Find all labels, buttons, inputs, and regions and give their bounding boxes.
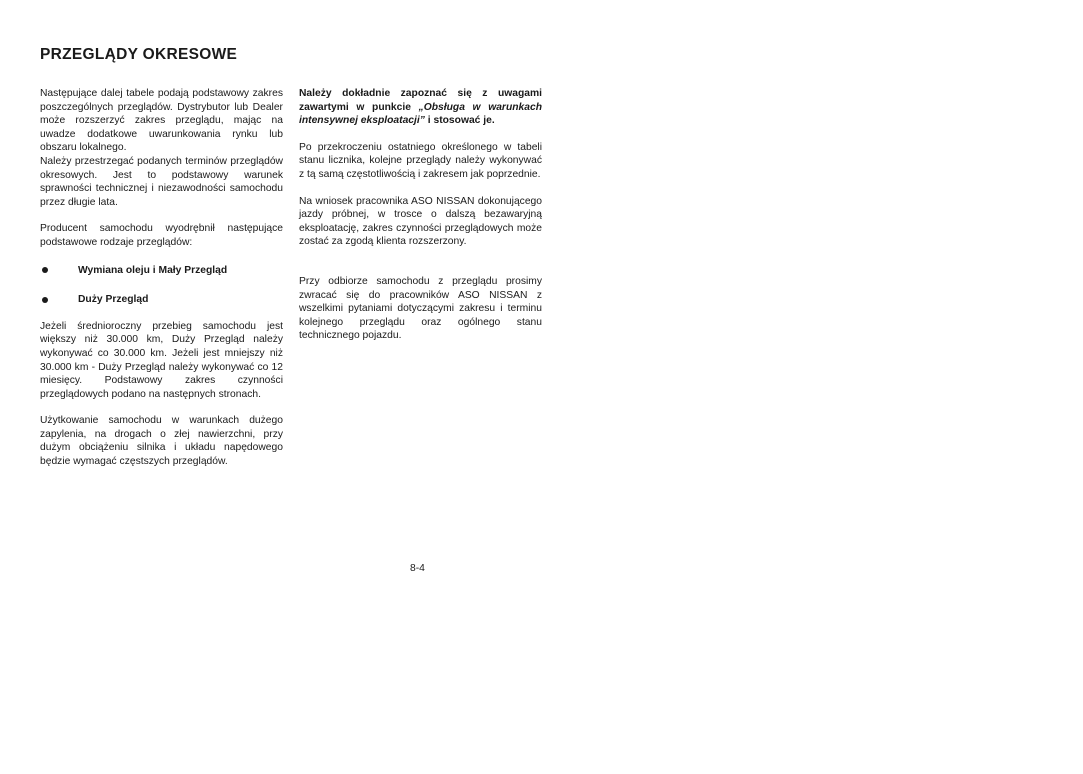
note-text-end: i stosować je. [424, 115, 495, 127]
bullet-icon [42, 297, 48, 303]
odometer-paragraph: Po przekroczeniu ostatniego określonego w tabeli stanu licznika, kolejne przeglądy należy wykonywać z tą samą częstotliwością i zakresem jak poprzednie. [299, 141, 542, 180]
harsh-conditions-paragraph: Użytkowanie samochodu w warunkach dużego zapylenia, na drogach o złej nawierzchni, przy dużym obciążeniu silnika i układu napędowego będzie wymagać częstszych przeglądów. [40, 415, 283, 468]
bullet-label-major-service: Duży Przegląd [78, 294, 149, 306]
bullet-label-oil-change: Wymiana oleju i Mały Przegląd [78, 264, 228, 276]
page-number: 8-4 [410, 563, 425, 574]
mileage-paragraph: Jeżeli średnioroczny przebieg samochodu jest większy niż 30.000 km, Duży Przegląd należy wykonywać co 30.000 km. Jeżeli jest mniejszy niż 30.000 km - Duży Przegląd należy wykonywać co 12 miesięcy. Podstawowy zakres czynności przeglądowych podano na następnych stronach. [40, 320, 283, 400]
intro-paragraph: Następujące dalej tabele podają podstawowy zakres poszczególnych przeglądów. Dystrybutor lub Dealer może rozszerzyć zakres przeglądu, mając na uwadze dodatkowe uwarunkowania rynku lub obszaru lokalnego. [40, 88, 283, 154]
note-text: Należy dokładnie zapoznać się z uwagami zawartymi w punkcie [299, 88, 542, 113]
list-item [40, 264, 283, 278]
types-intro-paragraph: Producent samochodu wyodrębnił następujące podstawowe rodzaje przeglądów: [40, 223, 283, 248]
list-item [40, 293, 283, 307]
pickup-paragraph: Przy odbiorze samochodu z przeglądu prosimy zwracać się do pracowników ASO NISSAN z wszelkimi pytaniami dotyczącymi zakresu i terminu kolejnego przeglądu oraz ogólnego stanu technicznego pojazdu. [299, 275, 542, 342]
page-title: PRZEGLĄDY OKRESOWE [40, 46, 238, 63]
test-drive-paragraph: Na wniosek pracownika ASO NISSAN dokonującego jazdy próbnej, w trosce o dalszą bezawaryjną eksploatację, zakres czynności przeglądowych może zostać za zgodą klienta rozszerzony. [299, 195, 542, 248]
note-section-reference: „Obsługa w warunkach intensywnej eksploatacji” [299, 101, 542, 127]
left-column [40, 87, 283, 469]
right-column [299, 87, 542, 343]
note-paragraph [299, 87, 542, 128]
bullet-icon [42, 267, 48, 273]
deadlines-paragraph: Należy przestrzegać podanych terminów przeglądów okresowych. Jest to podstawowy warunek sprawności technicznej i niezawodności samochodu przez długie lata. [40, 155, 283, 208]
